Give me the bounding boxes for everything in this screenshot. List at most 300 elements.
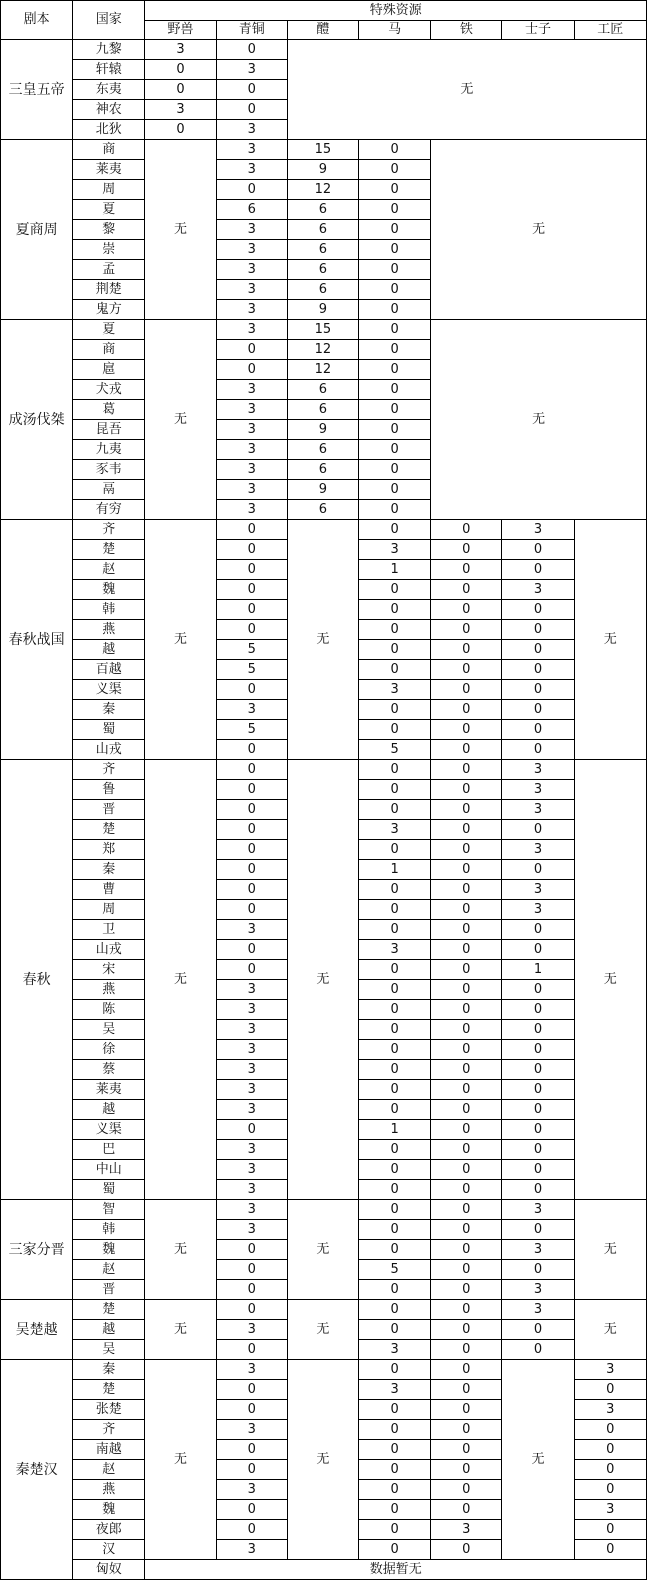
value-cell: 0	[431, 960, 502, 980]
value-cell: 3	[359, 820, 431, 840]
country-name: 鬼方	[73, 300, 145, 320]
value-cell: 3	[359, 1340, 431, 1360]
value-cell: 9	[287, 420, 358, 440]
value-cell: 15	[287, 320, 358, 340]
value-cell: 0	[502, 1260, 574, 1280]
value-cell: 0	[431, 740, 502, 760]
scenario-name: 春秋	[1, 760, 73, 1200]
value-cell: 0	[502, 560, 574, 580]
value-cell: 0	[431, 1440, 502, 1460]
value-cell: 6	[216, 200, 287, 220]
value-cell: 0	[431, 1240, 502, 1260]
value-cell: 3	[216, 1480, 287, 1500]
country-name: 魏	[73, 1240, 145, 1260]
value-cell: 0	[145, 60, 216, 80]
header-scenario: 剧本	[1, 1, 73, 40]
value-cell: 5	[359, 740, 431, 760]
value-cell: 3	[502, 1200, 574, 1220]
value-cell: 0	[431, 1460, 502, 1480]
value-cell: 9	[287, 160, 358, 180]
value-cell: 0	[431, 980, 502, 1000]
value-cell: 0	[216, 600, 287, 620]
country-name: 东夷	[73, 80, 145, 100]
value-cell: 0	[502, 1060, 574, 1080]
none-cell: 无	[574, 1300, 646, 1360]
value-cell: 0	[431, 1380, 502, 1400]
value-cell: 3	[216, 700, 287, 720]
value-cell: 0	[359, 1440, 431, 1460]
country-name: 魏	[73, 1500, 145, 1520]
value-cell: 0	[216, 800, 287, 820]
value-cell: 3	[216, 460, 287, 480]
value-cell: 0	[359, 760, 431, 780]
header-horses: 马	[359, 21, 431, 40]
value-cell: 0	[431, 1500, 502, 1520]
value-cell: 0	[216, 740, 287, 760]
value-cell: 0	[502, 1140, 574, 1160]
value-cell: 6	[287, 260, 358, 280]
none-cell: 无	[502, 1360, 574, 1560]
value-cell: 0	[359, 160, 431, 180]
value-cell: 0	[359, 300, 431, 320]
value-cell: 3	[502, 840, 574, 860]
value-cell: 0	[431, 1420, 502, 1440]
none-cell: 无	[287, 1360, 358, 1560]
value-cell: 3	[216, 1020, 287, 1040]
value-cell: 0	[431, 1200, 502, 1220]
table-row	[1, 1560, 647, 1580]
value-cell: 3	[216, 420, 287, 440]
table-row	[1, 40, 647, 60]
value-cell: 3	[216, 920, 287, 940]
value-cell: 0	[216, 1300, 287, 1320]
value-cell: 0	[502, 1320, 574, 1340]
country-name: 齐	[73, 760, 145, 780]
value-cell: 3	[216, 380, 287, 400]
header-special-resources: 特殊资源	[145, 1, 647, 21]
value-cell: 3	[502, 880, 574, 900]
value-cell: 3	[359, 680, 431, 700]
value-cell: 0	[502, 940, 574, 960]
country-name: 卫	[73, 920, 145, 940]
value-cell: 0	[502, 1340, 574, 1360]
value-cell: 0	[359, 900, 431, 920]
country-name: 夏	[73, 200, 145, 220]
value-cell: 3	[216, 1100, 287, 1120]
value-cell: 0	[431, 1040, 502, 1060]
country-name: 中山	[73, 1160, 145, 1180]
value-cell: 5	[216, 720, 287, 740]
value-cell: 0	[216, 960, 287, 980]
value-cell: 0	[431, 1060, 502, 1080]
value-cell: 0	[359, 920, 431, 940]
value-cell: 3	[502, 1280, 574, 1300]
country-name: 晋	[73, 1280, 145, 1300]
value-cell: 0	[359, 700, 431, 720]
value-cell: 0	[574, 1540, 646, 1560]
value-cell: 3	[502, 780, 574, 800]
none-cell: 无	[287, 1300, 358, 1360]
value-cell: 0	[359, 800, 431, 820]
value-cell: 3	[216, 480, 287, 500]
none-cell: 无	[574, 1200, 646, 1300]
value-cell: 3	[145, 100, 216, 120]
value-cell: 3	[359, 940, 431, 960]
value-cell: 0	[359, 660, 431, 680]
value-cell: 3	[216, 1160, 287, 1180]
value-cell: 0	[216, 1380, 287, 1400]
value-cell: 0	[145, 80, 216, 100]
value-cell: 0	[431, 540, 502, 560]
none-cell: 无	[431, 320, 647, 520]
value-cell: 0	[216, 560, 287, 580]
none-cell: 无	[145, 320, 216, 520]
value-cell: 0	[145, 120, 216, 140]
value-cell: 0	[216, 760, 287, 780]
value-cell: 0	[502, 1160, 574, 1180]
value-cell: 3	[502, 800, 574, 820]
country-name: 赵	[73, 560, 145, 580]
value-cell: 6	[287, 400, 358, 420]
value-cell: 0	[431, 1080, 502, 1100]
value-cell: 5	[216, 640, 287, 660]
value-cell: 0	[431, 900, 502, 920]
value-cell: 0	[431, 940, 502, 960]
value-cell: 0	[431, 1020, 502, 1040]
value-cell: 0	[359, 1020, 431, 1040]
value-cell: 0	[359, 880, 431, 900]
value-cell: 0	[502, 980, 574, 1000]
value-cell: 6	[287, 280, 358, 300]
country-name: 周	[73, 180, 145, 200]
value-cell: 6	[287, 200, 358, 220]
country-name: 徐	[73, 1040, 145, 1060]
country-name: 越	[73, 1320, 145, 1340]
value-cell: 0	[216, 1500, 287, 1520]
value-cell: 0	[502, 660, 574, 680]
value-cell: 0	[216, 1120, 287, 1140]
country-name: 赵	[73, 1260, 145, 1280]
value-cell: 0	[431, 600, 502, 620]
value-cell: 0	[502, 640, 574, 660]
value-cell: 0	[502, 920, 574, 940]
value-cell: 0	[574, 1520, 646, 1540]
value-cell: 0	[431, 1540, 502, 1560]
value-cell: 0	[359, 1000, 431, 1020]
value-cell: 0	[502, 820, 574, 840]
none-cell: 无	[287, 40, 646, 140]
value-cell: 0	[431, 1160, 502, 1180]
value-cell: 0	[359, 980, 431, 1000]
value-cell: 0	[431, 1180, 502, 1200]
value-cell: 3	[216, 1360, 287, 1380]
value-cell: 6	[287, 380, 358, 400]
none-cell: 无	[145, 1300, 216, 1360]
value-cell: 0	[216, 80, 287, 100]
country-name: 匈奴	[73, 1560, 145, 1580]
country-name: 智	[73, 1200, 145, 1220]
value-cell: 0	[574, 1460, 646, 1480]
table-row	[1, 1200, 647, 1220]
value-cell: 1	[359, 860, 431, 880]
country-name: 燕	[73, 980, 145, 1000]
country-name: 韩	[73, 1220, 145, 1240]
value-cell: 0	[359, 180, 431, 200]
value-cell: 0	[359, 1460, 431, 1480]
value-cell: 0	[216, 360, 287, 380]
value-cell: 0	[502, 680, 574, 700]
header-row-1	[1, 1, 647, 21]
value-cell: 0	[431, 580, 502, 600]
value-cell: 3	[359, 1380, 431, 1400]
value-cell: 0	[431, 640, 502, 660]
table-row	[1, 1360, 647, 1380]
country-name: 楚	[73, 540, 145, 560]
value-cell: 3	[574, 1500, 646, 1520]
value-cell: 0	[216, 1340, 287, 1360]
value-cell: 0	[359, 1480, 431, 1500]
value-cell: 0	[431, 660, 502, 680]
scenario-name: 秦楚汉	[1, 1360, 73, 1580]
value-cell: 3	[502, 1300, 574, 1320]
none-cell: 无	[287, 1200, 358, 1300]
value-cell: 0	[431, 560, 502, 580]
country-name: 陈	[73, 1000, 145, 1020]
country-name: 崇	[73, 240, 145, 260]
value-cell: 0	[359, 1280, 431, 1300]
value-cell: 1	[359, 560, 431, 580]
country-name: 北狄	[73, 120, 145, 140]
header-craftsmen: 工匠	[574, 21, 646, 40]
country-name: 楚	[73, 1300, 145, 1320]
value-cell: 0	[431, 1300, 502, 1320]
none-cell: 无	[145, 1200, 216, 1300]
country-name: 楚	[73, 820, 145, 840]
value-cell: 0	[431, 1320, 502, 1340]
country-name: 鲁	[73, 780, 145, 800]
value-cell: 5	[359, 1260, 431, 1280]
value-cell: 9	[287, 300, 358, 320]
value-cell: 0	[216, 580, 287, 600]
value-cell: 0	[359, 260, 431, 280]
value-cell: 0	[431, 680, 502, 700]
value-cell: 0	[431, 700, 502, 720]
value-cell: 3	[216, 400, 287, 420]
header-beasts: 野兽	[145, 21, 216, 40]
country-name: 巴	[73, 1140, 145, 1160]
value-cell: 3	[359, 540, 431, 560]
value-cell: 0	[431, 1220, 502, 1240]
value-cell: 0	[431, 1100, 502, 1120]
value-cell: 0	[216, 1260, 287, 1280]
value-cell: 12	[287, 180, 358, 200]
value-cell: 0	[359, 640, 431, 660]
value-cell: 0	[359, 280, 431, 300]
value-cell: 3	[216, 240, 287, 260]
header-bronze: 青铜	[216, 21, 287, 40]
value-cell: 0	[216, 540, 287, 560]
value-cell: 3	[216, 60, 287, 80]
value-cell: 3	[574, 1360, 646, 1380]
country-name: 南越	[73, 1440, 145, 1460]
value-cell: 0	[502, 600, 574, 620]
value-cell: 0	[216, 1520, 287, 1540]
value-cell: 5	[216, 660, 287, 680]
value-cell: 0	[574, 1440, 646, 1460]
country-name: 商	[73, 140, 145, 160]
value-cell: 0	[359, 1140, 431, 1160]
country-name: 鬲	[73, 480, 145, 500]
value-cell: 0	[359, 200, 431, 220]
country-name: 山戎	[73, 940, 145, 960]
value-cell: 1	[359, 1120, 431, 1140]
value-cell: 0	[216, 1460, 287, 1480]
value-cell: 0	[359, 1220, 431, 1240]
value-cell: 0	[502, 620, 574, 640]
value-cell: 0	[502, 860, 574, 880]
value-cell: 0	[431, 620, 502, 640]
value-cell: 6	[287, 500, 358, 520]
value-cell: 3	[502, 760, 574, 780]
country-name: 夏	[73, 320, 145, 340]
value-cell: 0	[359, 1360, 431, 1380]
value-cell: 0	[359, 580, 431, 600]
value-cell: 0	[502, 1040, 574, 1060]
value-cell: 0	[359, 500, 431, 520]
value-cell: 0	[359, 1500, 431, 1520]
table-row	[1, 520, 647, 540]
value-cell: 0	[574, 1380, 646, 1400]
value-cell: 3	[216, 1420, 287, 1440]
value-cell: 3	[216, 260, 287, 280]
country-name: 秦	[73, 700, 145, 720]
value-cell: 1	[502, 960, 574, 980]
value-cell: 6	[287, 440, 358, 460]
value-cell: 0	[359, 1040, 431, 1060]
value-cell: 0	[359, 1060, 431, 1080]
value-cell: 0	[216, 780, 287, 800]
value-cell: 0	[431, 1400, 502, 1420]
value-cell: 0	[216, 840, 287, 860]
value-cell: 0	[431, 1120, 502, 1140]
value-cell: 0	[359, 360, 431, 380]
country-name: 轩辕	[73, 60, 145, 80]
value-cell: 0	[431, 1000, 502, 1020]
value-cell: 0	[359, 380, 431, 400]
value-cell: 3	[216, 1060, 287, 1080]
value-cell: 0	[359, 1240, 431, 1260]
value-cell: 0	[359, 600, 431, 620]
value-cell: 0	[359, 1300, 431, 1320]
value-cell: 0	[216, 1400, 287, 1420]
value-cell: 0	[216, 880, 287, 900]
value-cell: 0	[216, 820, 287, 840]
none-cell: 无	[431, 140, 647, 320]
none-cell: 无	[287, 520, 358, 760]
value-cell: 0	[359, 1200, 431, 1220]
value-cell: 3	[574, 1400, 646, 1420]
country-name: 蜀	[73, 720, 145, 740]
country-name: 燕	[73, 620, 145, 640]
header-country: 国家	[73, 1, 145, 40]
country-name: 齐	[73, 1420, 145, 1440]
value-cell: 3	[216, 1000, 287, 1020]
value-cell: 0	[502, 720, 574, 740]
value-cell: 3	[502, 580, 574, 600]
country-name: 山戎	[73, 740, 145, 760]
table-row	[1, 140, 647, 160]
value-cell: 0	[502, 540, 574, 560]
value-cell: 6	[287, 240, 358, 260]
value-cell: 0	[359, 400, 431, 420]
value-cell: 0	[359, 480, 431, 500]
value-cell: 0	[359, 780, 431, 800]
value-cell: 3	[216, 140, 287, 160]
value-cell: 0	[431, 1280, 502, 1300]
value-cell: 3	[216, 500, 287, 520]
country-name: 秦	[73, 860, 145, 880]
table-row	[1, 1300, 647, 1320]
value-cell: 9	[287, 480, 358, 500]
value-cell: 3	[145, 40, 216, 60]
scenario-name: 春秋战国	[1, 520, 73, 760]
value-cell: 0	[359, 1520, 431, 1540]
value-cell: 0	[359, 1180, 431, 1200]
country-name: 神农	[73, 100, 145, 120]
value-cell: 0	[216, 900, 287, 920]
value-cell: 3	[216, 1080, 287, 1100]
value-cell: 0	[216, 340, 287, 360]
country-name: 九夷	[73, 440, 145, 460]
country-name: 魏	[73, 580, 145, 600]
value-cell: 0	[502, 700, 574, 720]
country-name: 商	[73, 340, 145, 360]
value-cell: 0	[359, 1080, 431, 1100]
value-cell: 12	[287, 340, 358, 360]
value-cell: 0	[431, 1140, 502, 1160]
value-cell: 0	[359, 1400, 431, 1420]
value-cell: 3	[216, 1220, 287, 1240]
country-name: 夜郎	[73, 1520, 145, 1540]
country-name: 九黎	[73, 40, 145, 60]
value-cell: 0	[216, 40, 287, 60]
header-scholars: 士子	[502, 21, 574, 40]
value-cell: 0	[359, 240, 431, 260]
value-cell: 0	[502, 1020, 574, 1040]
value-cell: 0	[431, 860, 502, 880]
scenario-name: 三家分晋	[1, 1200, 73, 1300]
value-cell: 3	[216, 280, 287, 300]
value-cell: 0	[359, 340, 431, 360]
country-name: 宋	[73, 960, 145, 980]
country-name: 越	[73, 1100, 145, 1120]
none-cell: 无	[287, 760, 358, 1200]
value-cell: 0	[359, 420, 431, 440]
value-cell: 3	[502, 900, 574, 920]
none-cell: 无	[145, 140, 216, 320]
country-name: 韩	[73, 600, 145, 620]
value-cell: 0	[431, 1260, 502, 1280]
value-cell: 0	[216, 620, 287, 640]
value-cell: 0	[502, 1220, 574, 1240]
country-name: 郑	[73, 840, 145, 860]
value-cell: 15	[287, 140, 358, 160]
country-name: 秦	[73, 1360, 145, 1380]
value-cell: 3	[216, 1200, 287, 1220]
value-cell: 0	[359, 520, 431, 540]
country-name: 周	[73, 900, 145, 920]
value-cell: 0	[359, 1160, 431, 1180]
